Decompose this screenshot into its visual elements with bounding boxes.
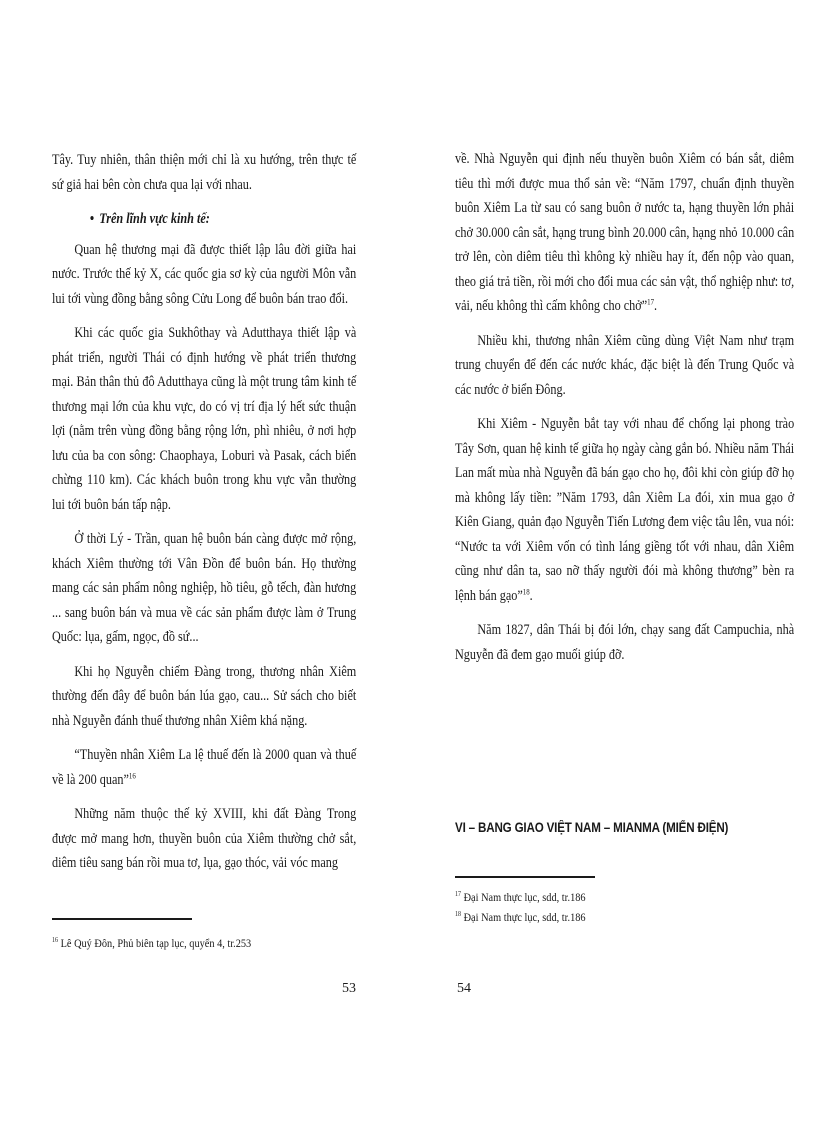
- footnote-number: 16: [52, 936, 59, 944]
- footnotes: [52, 933, 251, 953]
- paragraph: Những năm thuộc thế kỷ XVIII, khi đất Đàng Trong được mở mang hơn, thuyền buôn của Xiêm thường chở sắt, diêm tiêu sang bán rồi mua tơ, lụa, gạo thóc, vải vóc mang: [52, 806, 357, 871]
- subheading-text: Trên lĩnh vực kinh tế:: [99, 211, 210, 227]
- footnote-ref[interactable]: 16: [128, 770, 136, 780]
- paragraph: Khi các quốc gia Sukhôthay và Adutthaya thiết lập và phát triển, người Thái có định hướng về phát triển thương mại. Bản thân thủ đô Adutthaya cũng là một trung tâm kinh tế thương mại lớn của khu vực, do có vị trí địa lý hết sức thuận lợi (nằm trên vùng đồng bằng rộng lớn, phì nhiêu, ở nơi hợp lưu của ba con sông: Chaophaya, Loburi và Pasak, cách biển chừng 110 km). Các khách buôn trong khu vực vẫn thường lui tới buôn bán tấp nập.: [52, 325, 357, 513]
- right-page-body: [455, 147, 794, 677]
- footnote-number: 17: [455, 890, 462, 898]
- footnote: [52, 933, 251, 953]
- left-page: [52, 0, 357, 1123]
- paragraph: Năm 1827, dân Thái bị đói lớn, chạy sang đất Campuchia, nhà Nguyễn đã đem gạo muối giúp đỡ.: [455, 622, 795, 663]
- footnote: [455, 887, 586, 907]
- page-number: 53: [342, 981, 356, 996]
- paragraph: Quan hệ thương mại đã được thiết lập lâu đời giữa hai nước. Trước thế kỷ X, các quốc gia sơ kỳ của người Môn vẫn lui tới vùng đồng bằng sông Cửu Long để buôn bán trao đổi.: [52, 241, 357, 307]
- paragraph: Khi Xiêm - Nguyễn bắt tay với nhau để chống lại phong trào Tây Sơn, quan hệ kinh tế giữa họ ngày càng gắn bó. Nhiều năm Thái Lan mất mùa nhà Nguyễn đã bán gạo cho họ, đôi khi còn giúp đỡ họ mà không lấy tiền: ”Năm 1793, dân Xiêm La đói, xin mua gạo ở Kiên Giang, quản đạo Nguyễn Tiến Lương đem việc tâu lên, vua nói: “Nước ta với Xiêm vốn có tình láng giềng tốt với nhau, dân Xiêm cũng như dân ta, sao nỡ thấy người đói mà không thương” bèn ra lệnh bán gạo”$^{18}$.: [455, 416, 795, 604]
- section-heading: VI – BANG GIAO VIỆT NAM – MIANMA (MIẾN ĐIỆN): [455, 820, 729, 835]
- footnote-divider: [52, 918, 192, 920]
- bullet-icon: •: [89, 211, 95, 227]
- left-page-body: [52, 148, 356, 886]
- footnote: [455, 907, 586, 927]
- footnote-ref[interactable]: 17: [647, 297, 655, 307]
- footnote-text: Đại Nam thực lục, sdd, tr.186: [461, 910, 586, 924]
- footnote-text: Đại Nam thực lục, sdd, tr.186: [461, 890, 586, 904]
- paragraph-text: về. Nhà Nguyễn qui định nếu thuyền buôn Xiêm có bán sắt, diêm tiêu thì mới được mua thổ sản về: “Năm 1797, chuẩn định thuyền buôn Xiêm La từ sau có sang buôn ở nước ta, hạng thuyền lớn phải chở 30.000 cân sắt, hạng trung bình 20.000 cân, hạng nhỏ 10.000 cân trở lên, còn diêm tiêu thì không kỳ nhiều hay ít, đến nộp vào quan, theo giá trả tiền, rồi mới cho đổi mua các sản vật, thổ nghiệp như: tơ, vải, nếu không thì cấm không cho chở”: [455, 151, 795, 314]
- subheading: [52, 207, 356, 232]
- paragraph: Khi họ Nguyễn chiếm Đàng trong, thương nhân Xiêm thường đến đây để buôn bán lúa gạo, cau... Sử sách cho biết nhà Nguyễn đánh thuế thương nhân Xiêm khá nặng.: [52, 663, 357, 729]
- footnote-divider: [455, 876, 595, 878]
- right-page: [455, 0, 795, 1123]
- paragraph: Ở thời Lý - Trần, quan hệ buôn bán càng được mở rộng, khách Xiêm thường tới Vân Đồn để buôn bán. Họ thường mang các sản phẩm nông nghiệp, hồ tiêu, gỗ tếch, đàn hương ... sang buôn bán và mua về các sản phẩm được làm ở Trung Quốc: lụa, gấm, ngọc, đồ sứ...: [52, 531, 357, 645]
- quote-text: “Thuyền nhân Xiêm La lệ thuế đến là 2000 quan và thuế về là 200 quan”: [52, 747, 357, 788]
- paragraph: về. Nhà Nguyễn qui định nếu thuyền buôn Xiêm có bán sắt, diêm tiêu thì mới được mua thổ sản về: “Năm 1797, chuẩn định thuyền buôn Xiêm La từ sau có sang buôn ở nước ta, hạng thuyền lớn phải chở 30.000 cân sắt, hạng trung bình 20.000 cân, hạng nhỏ 10.000 cân trở lên, còn diêm tiêu thì không kỳ nhiều hay ít, đến nộp vào quan, theo giá trả tiền, rồi mới cho đổi mua các sản vật, thổ nghiệp như: tơ, vải, nếu không thì cấm không cho chở”$^{17}$.: [455, 151, 795, 314]
- footnote-ref[interactable]: 18: [522, 586, 530, 596]
- paragraph: Nhiều khi, thương nhân Xiêm cũng dùng Việt Nam như trạm trung chuyển để đến các nước khác, đặc biệt là đến Trung Quốc và các nước ở biển Đông.: [455, 332, 795, 398]
- footnotes: [455, 887, 586, 927]
- paragraph: Tây. Tuy nhiên, thân thiện mới chỉ là xu hướng, trên thực tế sứ giả hai bên còn chưa qua lại với nhau.: [52, 152, 357, 193]
- footnote-number: 18: [455, 910, 462, 918]
- paragraph-text: Khi Xiêm - Nguyễn bắt tay với nhau để chống lại phong trào Tây Sơn, quan hệ kinh tế giữa họ ngày càng gắn bó. Nhiều năm Thái Lan mất mùa nhà Nguyễn đã bán gạo cho họ, đôi khi còn giúp đỡ họ mà không lấy tiền: ”Năm 1793, dân Xiêm La đói, xin mua gạo ở Kiên Giang, quản đạo Nguyễn Tiến Lương đem việc tâu lên, vua nói: “Nước ta với Xiêm vốn có tình láng giềng tốt với nhau, dân Xiêm cũng như dân ta, sao nỡ thấy người đói mà không thương” bèn ra lệnh bán gạo”: [455, 416, 795, 604]
- page-number: 54: [457, 981, 471, 996]
- footnote-text: Lê Quý Đôn, Phủ biên tạp lục, quyển 4, tr.253: [58, 936, 252, 950]
- quote-paragraph: [52, 743, 356, 792]
